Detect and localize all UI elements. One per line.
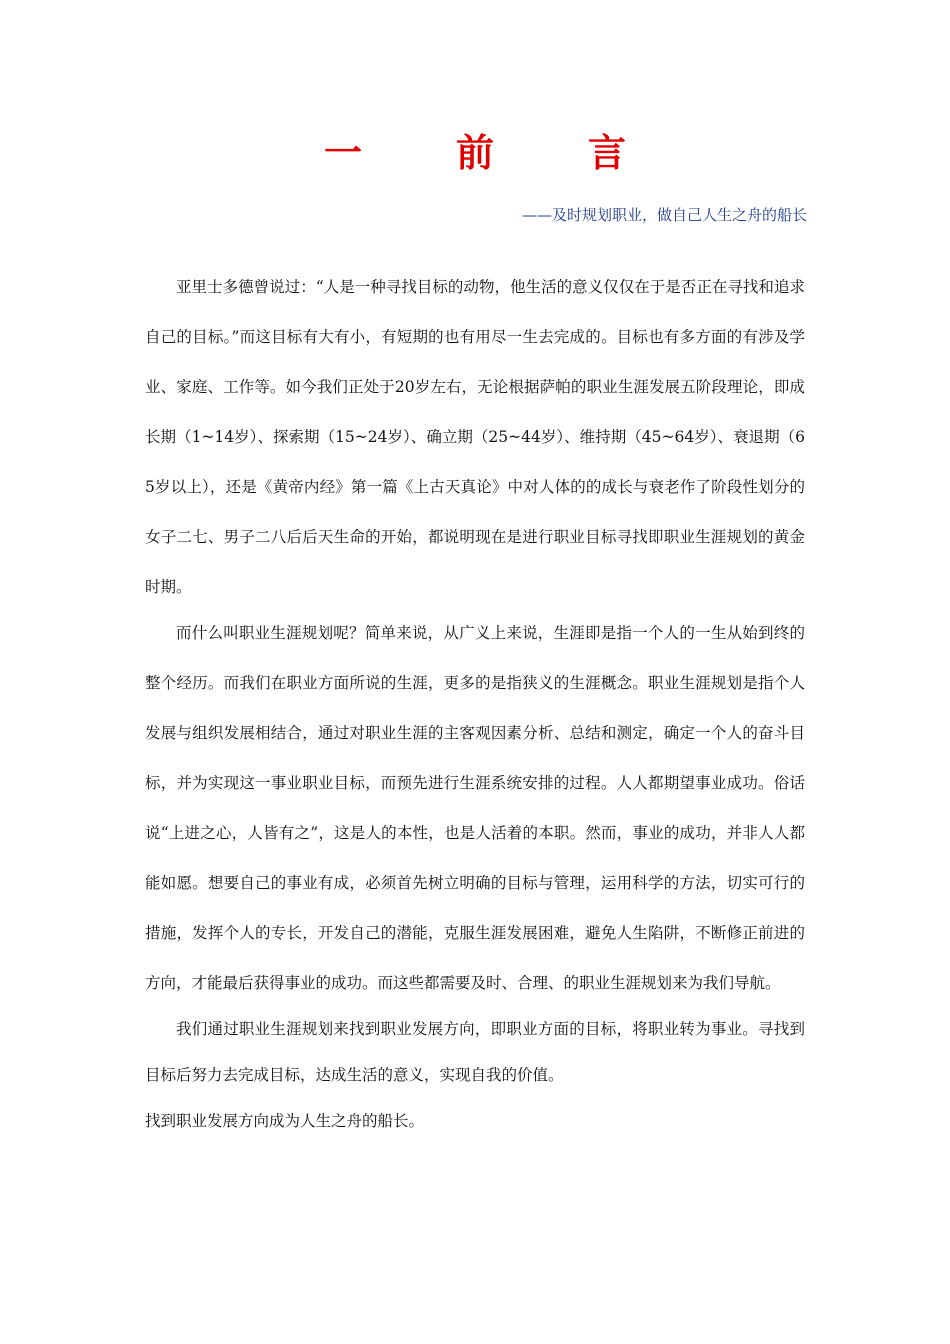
paragraph-aristotle-quote: 亚里士多德曾说过：“人是一种寻找目标的动物，他生活的意义仅仅在于是否正在寻找和追求自己的目标。”而这目标有大有小，有短期的也有用尽一生去完成的。目标也有多方面的有涉及学业、家庭、工作等。如今我们正处于20岁左右，无论根据萨帕的职业生涯发展五阶段理论，即成长期（1~14岁）、探索期（15~24岁）、确立期（25~44岁）、维持期（45~64岁）、衰退期（65岁以上），还是《黄帝内经》第一篇《上古天真论》中对人体的的成长与衰老作了阶段性划分的女子二七、男子二八后后天生命的开始，都说明现在是进行职业目标寻找即职业生涯规划的黄金时期。 — [145, 278, 805, 596]
paragraph-career-planning-definition: 而什么叫职业生涯规划呢？简单来说，从广义上来说，生涯即是指一个人的一生从始到终的整个经历。而我们在职业方面所说的生涯，更多的是指狭义的生涯概念。职业生涯规划是指个人发展与组织发展相结合，通过对职业生涯的主客观因素分析、总结和测定，确定一个人的奋斗目标，并为实现这一事业职业目标，而预先进行生涯系统安排的过程。人人都期望事业成功。俗话说“上进之心，人皆有之”，这是人的本性，也是人活着的本职。然而，事业的成功，并非人人都能如愿。想要自己的事业有成，必须首先树立明确的目标与管理，运用科学的方法，切实可行的措施，发挥个人的专长，开发自己的潜能，克服生涯发展困难，避免人生陷阱，不断修正前进的方向，才能最后获得事业的成功。而这些都需要及时、合理、的职业生涯规划来为我们导航。 — [145, 624, 805, 992]
document-body — [145, 262, 805, 1144]
page-subtitle: ——及时规划职业，做自己人生之舟的船长 — [521, 206, 807, 224]
closing-line: 找到职业发展方向成为人生之舟的船长。 — [145, 1112, 425, 1130]
page-title: 一 前 言 — [323, 130, 654, 175]
paragraph-career-direction: 我们通过职业生涯规划来找到职业发展方向，即职业方面的目标，将职业转为事业。寻找到目标后努力去完成目标，达成生活的意义，实现自我的价值。 — [145, 1020, 805, 1084]
